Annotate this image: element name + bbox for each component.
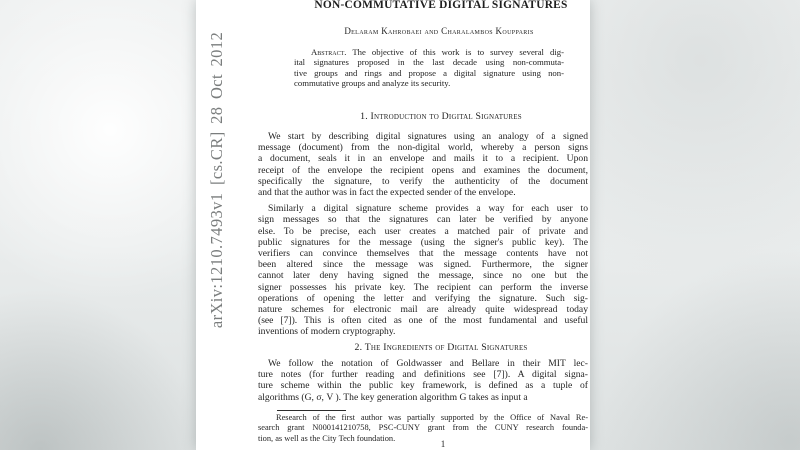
section-1-body [258,131,588,338]
section-2-body [258,358,588,403]
abstract-label: Abstract. [311,47,347,57]
paper-title: NON-COMMUTATIVE DIGITAL SIGNATURES [314,0,568,11]
arxiv-stamp-text: arXiv:1210.7493v1 [cs.CR] 28 Oct 2012 [207,31,226,329]
paragraph-1: We start by describing digital signatures using an analogy of a signed message (document) from the non-digital world, whereby a person signs a document, seals it in an envelope and mails it to a recipient. Upon receipt of the envelope the recipient opens and examines the document, specifically the signature, to verify the authenticity of the document and that the author was in fact the expected sender of the envelope. [258,131,588,199]
arxiv-stamp [196,0,236,450]
footnote: Research of the first author was partially supported by the Office of Naval Re- search grant N000141210758, PSC-CUNY grant from the CUNY research founda- tion, as well as the City Tech foundation. [258,413,588,443]
section-1-heading: 1. Introduction to Digital Signatures [360,111,522,122]
footnote-rule [277,410,346,411]
page-number: 1 [440,439,446,449]
abstract-first-line [294,47,564,57]
paragraph-2: Similarly a digital signature scheme provides a way for each user to sign messages so that the signatures can later be verified by anyone else. To be precise, each user creates a matched pair of private and public signatures for the message (using the signer's public key). The verifiers can convince themselves that the message contents have not been altered since the message was signed. Furthermore, the signer cannot later deny having signed the message, since no one but the signer possesses his private key. The recipient can perform the inverse operations of opening the letter and verifying the signature. Such sig- nature schemes for electronic mail are already quite widespread today (see [7]). This is often cited as one of the most fundamental and useful inventions of modern cryptography. [258,203,588,338]
paragraph-3: We follow the notation of Goldwasser and Bellare in their MIT lec- ture notes (for further reading and definitions see [7]). A digital signa- ture scheme within the public key framework, is defined as a tuple of algorithms (G, σ, V ). The key generation algorithm G takes as input a [258,358,588,403]
abstract-lines: ital signatures proposed in the last decade using non-commuta- tive groups and rings and propose a digital signature using non- commutative groups and analyze its security. [294,57,564,89]
paper-page [196,0,590,450]
section-2-heading: 2. The Ingredients of Digital Signatures [354,342,528,353]
abstract-first-line-text: The objective of this work is to survey several dig- [352,47,565,57]
abstract-block [294,47,564,89]
paper-authors: Delaram Kahrobaei and Charalambos Koupparis [344,26,534,36]
paper-content [258,0,588,450]
